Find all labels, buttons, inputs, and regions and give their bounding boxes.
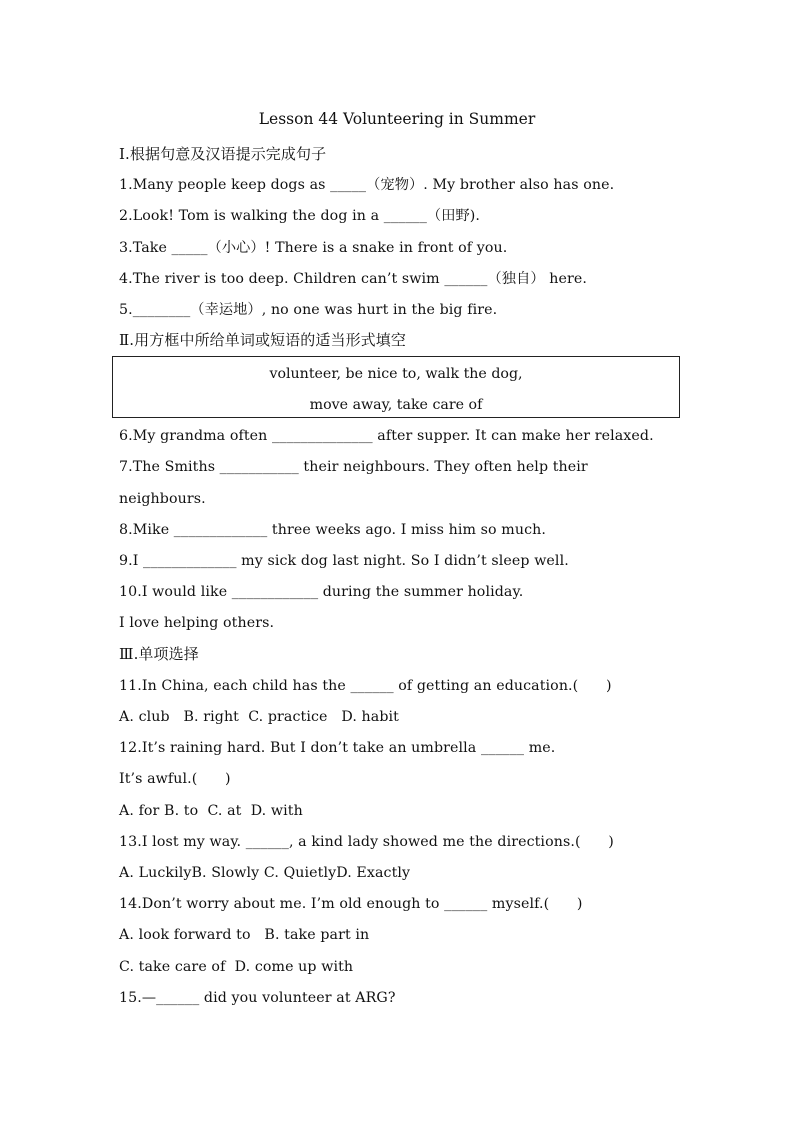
question-9: 9.I _____________ my sick dog last night. So I didn’t sleep well. <box>119 553 569 569</box>
question-10: 10.I would like ____________ during the summer holiday. <box>119 584 524 600</box>
question-1: 1.Many people keep dogs as _____（宠物）. My brother also has one. <box>119 177 615 193</box>
question-8: 8.Mike _____________ three weeks ago. I miss him so much. <box>119 522 546 538</box>
question-12-options: A. for B. to C. at D. with <box>119 803 303 819</box>
question-11: 11.In China, each child has the ______ of getting an education.( ) <box>119 678 612 694</box>
question-14-options-cd: C. take care of D. come up with <box>119 959 354 975</box>
question-13: 13.I lost my way. ______, a kind lady showed me the directions.( ) <box>119 834 614 850</box>
question-14-options-ab: A. look forward to B. take part in <box>119 927 370 943</box>
question-11-options: A. club B. right C. practice D. habit <box>119 709 399 725</box>
question-7-continued: neighbours. <box>119 491 206 507</box>
question-14: 14.Don’t worry about me. I’m old enough to ______ myself.( ) <box>119 896 583 912</box>
question-12-continued: It’s awful.( ) <box>119 771 231 787</box>
question-6: 6.My grandma often ______________ after supper. It can make her relaxed. <box>119 428 654 444</box>
question-10-continued: I love helping others. <box>119 615 275 631</box>
word-box-line-2: move away, take care of <box>309 397 483 413</box>
section-2-heading: Ⅱ.用方框中所给单词或短语的适当形式填空 <box>119 331 406 349</box>
question-5: 5.________（幸运地）, no one was hurt in the big fire. <box>119 302 498 318</box>
question-2: 2.Look! Tom is walking the dog in a ______（田野). <box>119 208 481 224</box>
section-1-heading: Ⅰ.根据句意及汉语提示完成句子 <box>119 145 327 163</box>
question-4: 4.The river is too deep. Children can’t swim ______（独自） here. <box>119 271 587 287</box>
question-15: 15.—______ did you volunteer at ARG? <box>119 990 396 1006</box>
section-3-heading: Ⅲ.单项选择 <box>119 645 199 663</box>
word-box <box>112 356 680 418</box>
question-13-options: A. LuckilyB. Slowly C. QuietlyD. Exactly <box>119 865 411 881</box>
question-12: 12.It’s raining hard. But I don’t take an umbrella ______ me. <box>119 740 556 756</box>
page-title: Lesson 44 Volunteering in Summer <box>258 110 536 128</box>
question-3: 3.Take _____（小心）! There is a snake in front of you. <box>119 240 508 256</box>
word-box-line-1: volunteer, be nice to, walk the dog, <box>269 366 523 382</box>
question-7: 7.The Smiths ___________ their neighbours. They often help their <box>119 459 588 475</box>
